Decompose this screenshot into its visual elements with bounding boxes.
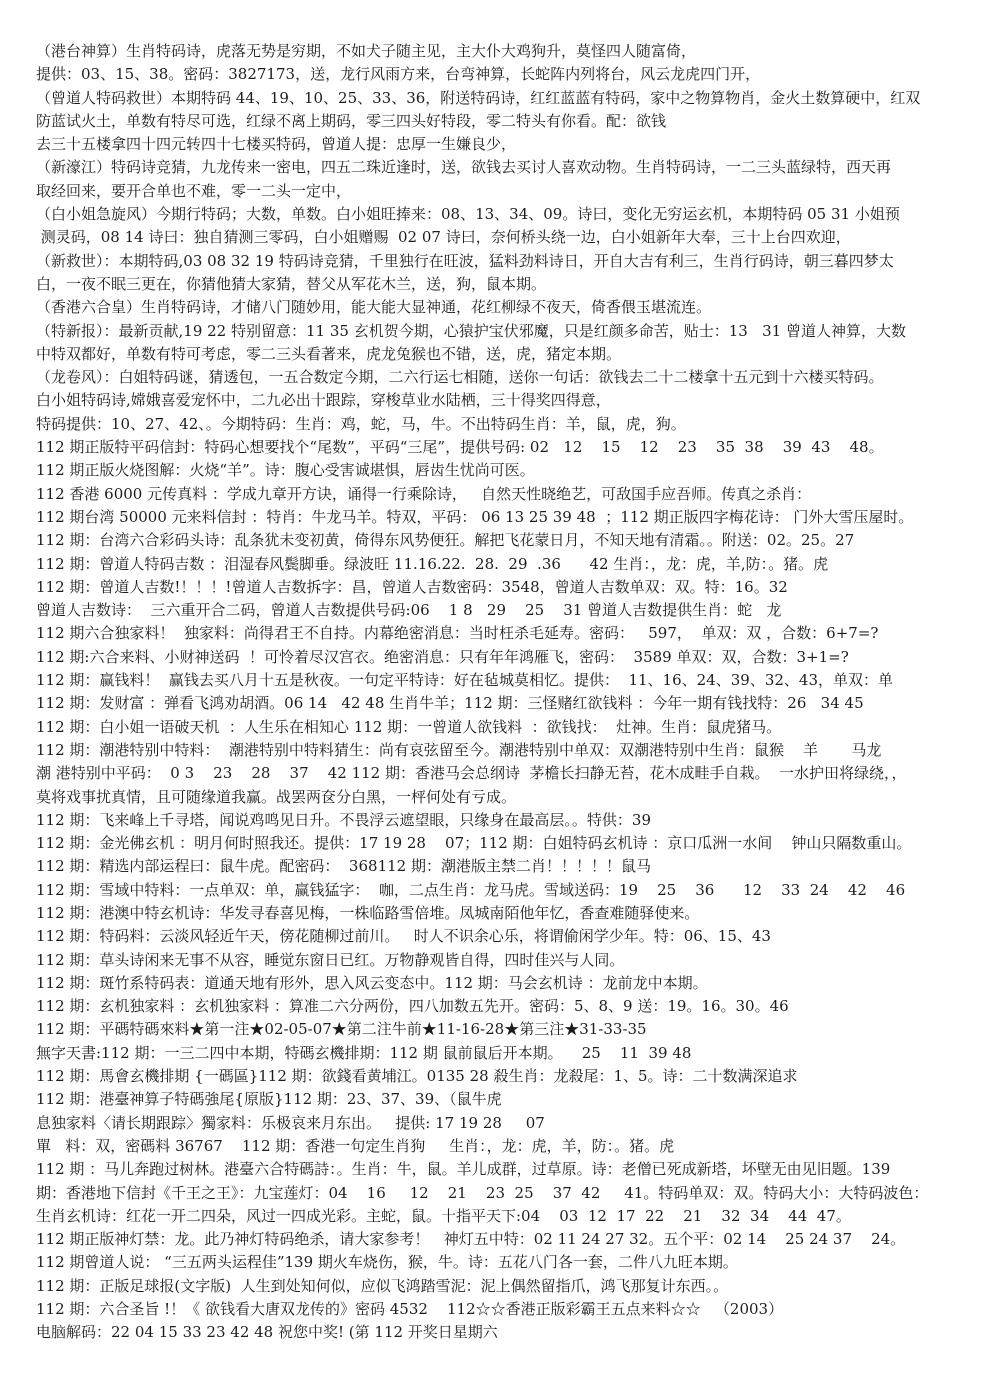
text-line: 112 期 ：马儿奔跑过树林。港臺六合特碼詩：。生肖：牛，鼠。羊儿成群，过草原。诗：老僧已死成新塔，坏壁无由见旧题。139 [36,1160,891,1179]
text-line: 白小姐特码诗,嫦娥喜爱宠怀中，二九必出十跟踪，穿梭草业水陆栖，三十得奖四得意， [36,391,611,410]
text-line: 去三十五楼拿四十四元转四十七楼买特码，曾道人提：忠厚一生嫌良少， [36,135,517,154]
text-line: （新濠江）特码诗竞猜，九龙传来一密电，四五二珠近逢时，送，欲钱去买讨人喜欢动物。生肖特码诗，一二三头蓝绿特，西天再 [36,158,892,177]
text-line: （龙卷风）：白姐特码谜，猜透包，一五合数定今期，二六行运七相随，送你一句话：欲钱去二十二楼拿十五元到十六楼买特码。 [36,368,884,387]
text-line: 112 期：港臺神算子特碼強尾{原版}112 期：23、37、39、（鼠牛虎 [36,1090,502,1109]
text-line: 112 期：精选内部运程曰：鼠牛虎。配密码： 368112 期：潮港版主禁二肖！！！！！鼠马 [36,857,651,876]
text-line: 112 期：斑竹系特码表：道通天地有形外，思入风云变态中。112 期：马会玄机诗 ：龙前龙中本期。 [36,973,708,992]
text-line: 期：香港地下信封《千王之王》：九宝莲灯：04 16 12 21 23 25 37 42 41。特码单双：双。特码大小：大特码波色： [36,1183,929,1202]
text-line: 中特双都好，单数有特可考虑，零二三头看著来，虎龙兔猴也不错，送，虎，猪定本期。 [36,344,622,363]
text-line: 112 期：玄机独家料 ：玄机独家料 ：算准二六分两份，四八加数五先开。密码：5、8、9 送：19。16。30。46 [36,997,789,1016]
text-line: 112 期正版神灯禁：龙。此乃神灯特码绝杀，请大家参考！ 神灯五中特：02 11 24 27 32。五个平：02 14 25 24 37 24。 [36,1230,906,1249]
text-line: 112 期：曾道人吉数!！！！!曾道人吉数拆字：昌，曾道人吉数密码：3548，曾道人吉数单双：双。特：16。32 [36,577,788,596]
text-line: 测灵码，08 14 诗曰：独自猜测三零码，白小姐赠赐 02 07 诗曰，奈何桥头绕一边，白小姐新年大奉，三十上台四欢迎， [36,228,851,247]
text-line: （新救世）：本期特码,03 08 32 19 特码诗竞猜，千里独行在旺波，猛料劲料诗日，开自大吉有利三，生肖行码诗，朝三暮四梦太 [36,251,894,270]
text-line: 112 期：台湾六合彩码头诗：乱条犹未变初黄，倚得东风势便狂。解把飞花蒙日月，不知天地有清霜。。附送：02。25。27 [36,531,855,550]
text-line: 112 期:六合来料、小财神送码 ！可怜着尽汉宫衣。绝密消息：只有年年鸿雁飞，密码： 3589 单双：双，合数：3+1=? [36,647,849,666]
text-line: 112 期：金光佛玄机 ：明月何时照我还。提供：17 19 28 07；112 期：白姐特码玄机诗 ：京口瓜洲一水间 钟山只隔数重山。 [36,834,912,853]
text-line: 电脑解码：22 04 15 33 23 42 48 祝您中奖! (第 112 开奖日星期六 [36,1323,498,1342]
text-line: 112 期六合独家料！ 独家料：尚得君王不自持。内幕绝密消息：当时枉杀毛延寿。密码： 597， 单双：双 ，合数：6+7=? [36,624,879,643]
text-line: （曾道人特码救世）本期特码 44、19、10、25、33、36，附送特码诗，红红蓝蓝有特码，家中之物算物肖，金火土数算硬中，红双 [36,88,921,107]
text-line: 112 期曾道人说： “三五两头运程佳”139 期火车烧伤，猴，牛。诗：五花八门各一套，二件八九旺本期。 [36,1253,738,1272]
text-line: 112 期：草头诗闲来无事不从容，睡觉东窗日已红。万物静观皆自得，四时佳兴与人同。 [36,950,625,969]
text-line: 112 期：平碼特碼來料★第一注★02-05-07★第二注牛前★11-16-28★第三注★31-33-35 [36,1020,647,1039]
text-line: 112 期：曾道人特码吉数 ：泪湿春风鬓脚垂。绿波旺 11.16.22. 28. 29 .36 42 生肖：，龙：虎，羊,防：。猪。虎 [36,554,829,573]
text-line: 提供：03、15、38。密码：3827173，送，龙行风雨方来，台弯神算，长蛇阵内列将台，风云龙虎四门开， [36,65,761,84]
text-line: 曾道人吉数诗： 三六重开合二码，曾道人吉数提供号码:06 1 8 29 25 31 曾道人吉数提供生肖：蛇 龙 [36,601,782,620]
text-line: 112 香港 6000 元传真料 ：学成九章开方诀，诵得一行乘除诗， 自然天性晓绝艺，可敌国手应吾师。传真之杀肖： [36,484,812,503]
text-line: 112 期：赢钱料！ 赢钱去买八月十五是秋夜。一句定平特诗：好在毡城莫相忆。提供： 11、16、24、39、32、43，单双：单 [36,671,893,690]
text-line: 生肖玄机诗：红花一开二四朵，风过一四成光彩。主蛇，鼠。十指平天下:04 03 12 17 22 21 32 34 44 47。 [36,1206,851,1225]
text-line: 112 期：正版足球报(文字版) 人生到处知何似，应似飞鸿踏雪泥：泥上偶然留指爪，鸿飞那复计东西。。 [36,1276,729,1295]
text-line: 112 期台湾 50000 元来料信封 ：特肖：牛龙马羊。特双，平码： 06 13 25 39 48 ；112 期正版四字梅花诗： 门外大雪压屋时。 [36,507,914,526]
text-line: 無字天書:112 期：一三二四中本期，特碼玄機排期：112 期 鼠前鼠后开本期。 25 11 39 48 [36,1043,692,1062]
text-line: 112 期：六合圣旨 !！《 欲钱看大唐双龙传的》密码 4532 112☆☆香港正版彩霸王五点来料☆☆ （2003） [36,1300,784,1319]
text-line: 特码提供：10、27、42、。今期特码：生肖：鸡，蛇，马，牛。不出特码生肖：羊，鼠，虎，狗。 [36,414,686,433]
text-line: 112 期：馬會玄機排期 {一碼區}112 期：欲錢看黄埔江。0135 28 殺生肖：龙殺尾：1、5。诗：二十数满深追求 [36,1067,798,1086]
text-line: 112 期正版特平码信封：特码心想要找个“尾数”，平码“三尾”，提供号码: 02 12 15 12 23 35 38 39 43 48。 [36,438,884,457]
text-line: 112 期：白小姐一语破天机 ：人生乐在相知心 112 期：一曾道人欲钱料 ：欲钱找： 灶神。生肖：鼠虎猪马。 [36,717,782,736]
text-line: 取经回来，要开合单也不难，零一二头一定中， [36,181,352,200]
text-line: 白，一夜不眠三更在，你猜他猜大家猜，替父从军花木兰，送，狗，鼠本期。 [36,274,547,293]
text-line: （白小姐急旋风）今期行特码；大数，单数。白小姐旺捧来：08、13、34、09。诗曰，变化无穷运玄机，本期特码 05 31 小姐预 [36,205,900,224]
text-line: （香港六合皇）生肖特码诗，才储八门随妙用，能大能大显神通，花红柳绿不夜天，倚香偎玉堪流连。 [36,298,712,317]
text-line: 潮 港特别中平码： 0 3 23 28 37 42 112 期：香港马会总纲诗 茅檐长扫静无苔，花木成畦手自栽。 一水护田将绿绕，， [36,764,907,783]
text-line: （港台神算）生肖特码诗，虎落无势是穷期，不如犬子随主见，主大仆大鸡狗升，莫怪四人随富倚， [36,42,697,60]
text-line: 112 期：发财富 ：弹看飞鸿劝胡酒。06 14 42 48 生肖牛羊；112 期：三怪赌红欲钱料 ：今年一期有钱找特：26 34 45 [36,694,864,713]
text-line: 112 期正版火烧图解：火烧“羊”。诗：腹心受害诚堪惧，唇齿生忧尚可医。 [36,461,535,480]
text-line: 防蓝试火土，单数有特尽可选，红绿不离上期码，零三四头好特段，零二特头有你看。配：欲钱 [36,111,667,130]
text-line: 112 期：港澳中特玄机诗：华发寻春喜见梅，一株临路雪倍堆。凤城南陌他年忆，香查难随驿使来。 [36,903,700,922]
text-line: 112 期：雪域中特料：一点单双：单，赢钱猛字： 咖，二点生肖：龙马虎。雪域送码：19 25 36 12 33 24 42 46 [36,880,906,899]
text-line: 息独家料〈请长期跟踪〉獨家料：乐极哀来月东出。 提供: 17 19 28 07 [36,1113,545,1132]
text-line: 單 料：双，密碼料 36767 112 期：香港一句定生肖狗 生肖：，龙：虎，羊，防：。猪。虎 [36,1136,675,1155]
text-line: （特新报）：最新贡献,19 22 特别留意：11 35 玄机贺今期，心猿护宝伏邪魔，只是红颜多命苦，贴士：13 31 曾道人神算，大数 [36,321,906,340]
text-line: 莫将戏事扰真情，且可随缘道我赢。战罢两奁分白黑，一枰何处有亏成。 [36,787,517,806]
text-line: 112 期：特码料：云淡风轻近午天，傍花随柳过前川。 时人不识余心乐，将谓偷闲学少年。特：06、15、43 [36,927,771,946]
text-line: 112 期：潮港特别中特料： 潮港特别中特料猜生：尚有哀弦留至今。潮港特别中单双：双潮港特别中生肖：鼠猴 羊 马龙 [36,740,882,759]
text-line: 112 期：飞来峰上千寻塔，闻说鸡鸣见日升。不畏浮云遮望眼，只缘身在最高层。。特供：39 [36,810,651,829]
